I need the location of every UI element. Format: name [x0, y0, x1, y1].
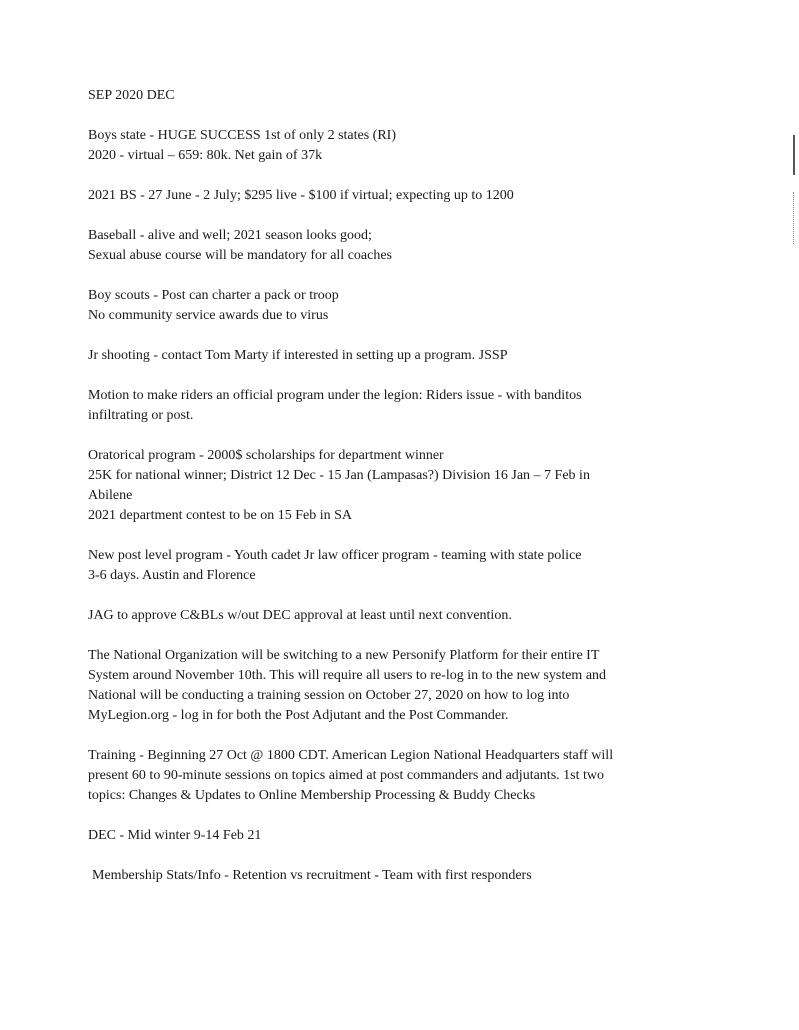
paragraph-boy-scouts	[88, 286, 708, 326]
paragraph-dec-mid-winter	[88, 826, 708, 846]
text-line: The National Organization will be switching to a new Personify Platform for their entire IT	[88, 648, 600, 663]
scan-edge-dots	[793, 192, 795, 244]
document-heading: SEP 2020 DEC	[88, 88, 175, 103]
paragraph-boys-state	[88, 126, 708, 166]
text-line: Baseball - alive and well; 2021 season looks good;	[88, 228, 372, 243]
text-line: Boys state - HUGE SUCCESS 1st of only 2 states (RI)	[88, 128, 396, 143]
text-line: Motion to make riders an official program under the legion: Riders issue - with banditos	[88, 388, 582, 403]
text-line: present 60 to 90-minute sessions on topics aimed at post commanders and adjutants. 1st two	[88, 768, 604, 783]
text-line: topics: Changes & Updates to Online Membership Processing & Buddy Checks	[88, 788, 536, 803]
text-line: DEC - Mid winter 9-14 Feb 21	[88, 828, 262, 843]
paragraph-national-organization	[88, 646, 708, 726]
text-line: Sexual abuse course will be mandatory for all coaches	[88, 248, 393, 263]
text-line: Membership Stats/Info - Retention vs recruitment - Team with first responders	[92, 868, 532, 883]
paragraph-membership	[88, 866, 708, 886]
text-line: System around November 10th. This will require all users to re-log in to the new system and	[88, 668, 607, 683]
text-line: 2021 BS - 27 June - 2 July; $295 live - $100 if virtual; expecting up to 1200	[88, 188, 514, 203]
text-line: 2021 department contest to be on 15 Feb in SA	[88, 508, 353, 523]
paragraph-riders-motion	[88, 386, 708, 426]
paragraph-jr-shooting	[88, 346, 708, 366]
paragraph-training	[88, 746, 708, 806]
paragraph-2021-bs	[88, 186, 708, 206]
text-line: JAG to approve C&BLs w/out DEC approval at least until next convention.	[88, 608, 512, 623]
text-line: New post level program - Youth cadet Jr law officer program - teaming with state police	[88, 548, 582, 563]
text-line: 25K for national winner; District 12 Dec - 15 Jan (Lampasas?) Division 16 Jan – 7 Feb in	[88, 468, 590, 483]
paragraph-oratorical	[88, 446, 708, 526]
text-line: Oratorical program - 2000$ scholarships for department winner	[88, 448, 444, 463]
text-line: infiltrating or post.	[88, 408, 194, 423]
text-line: National will be conducting a training session on October 27, 2020 on how to log into	[88, 688, 570, 703]
paragraph-jag	[88, 606, 708, 626]
paragraph-baseball	[88, 226, 708, 266]
text-line: 3-6 days. Austin and Florence	[88, 568, 256, 583]
text-line: Boy scouts - Post can charter a pack or troop	[88, 288, 339, 303]
text-line: MyLegion.org - log in for both the Post Adjutant and the Post Commander.	[88, 708, 509, 723]
document-page	[88, 86, 708, 906]
paragraph-youth-cadet	[88, 546, 708, 586]
text-line: 2020 - virtual – 659: 80k. Net gain of 37k	[88, 148, 323, 163]
text-line: Jr shooting - contact Tom Marty if interested in setting up a program. JSSP	[88, 348, 508, 363]
text-line: No community service awards due to virus	[88, 308, 329, 323]
text-line: Abilene	[88, 488, 133, 503]
text-line: Training - Beginning 27 Oct @ 1800 CDT. American Legion National Headquarters staff will	[88, 748, 614, 763]
scan-edge-mark	[793, 135, 795, 175]
